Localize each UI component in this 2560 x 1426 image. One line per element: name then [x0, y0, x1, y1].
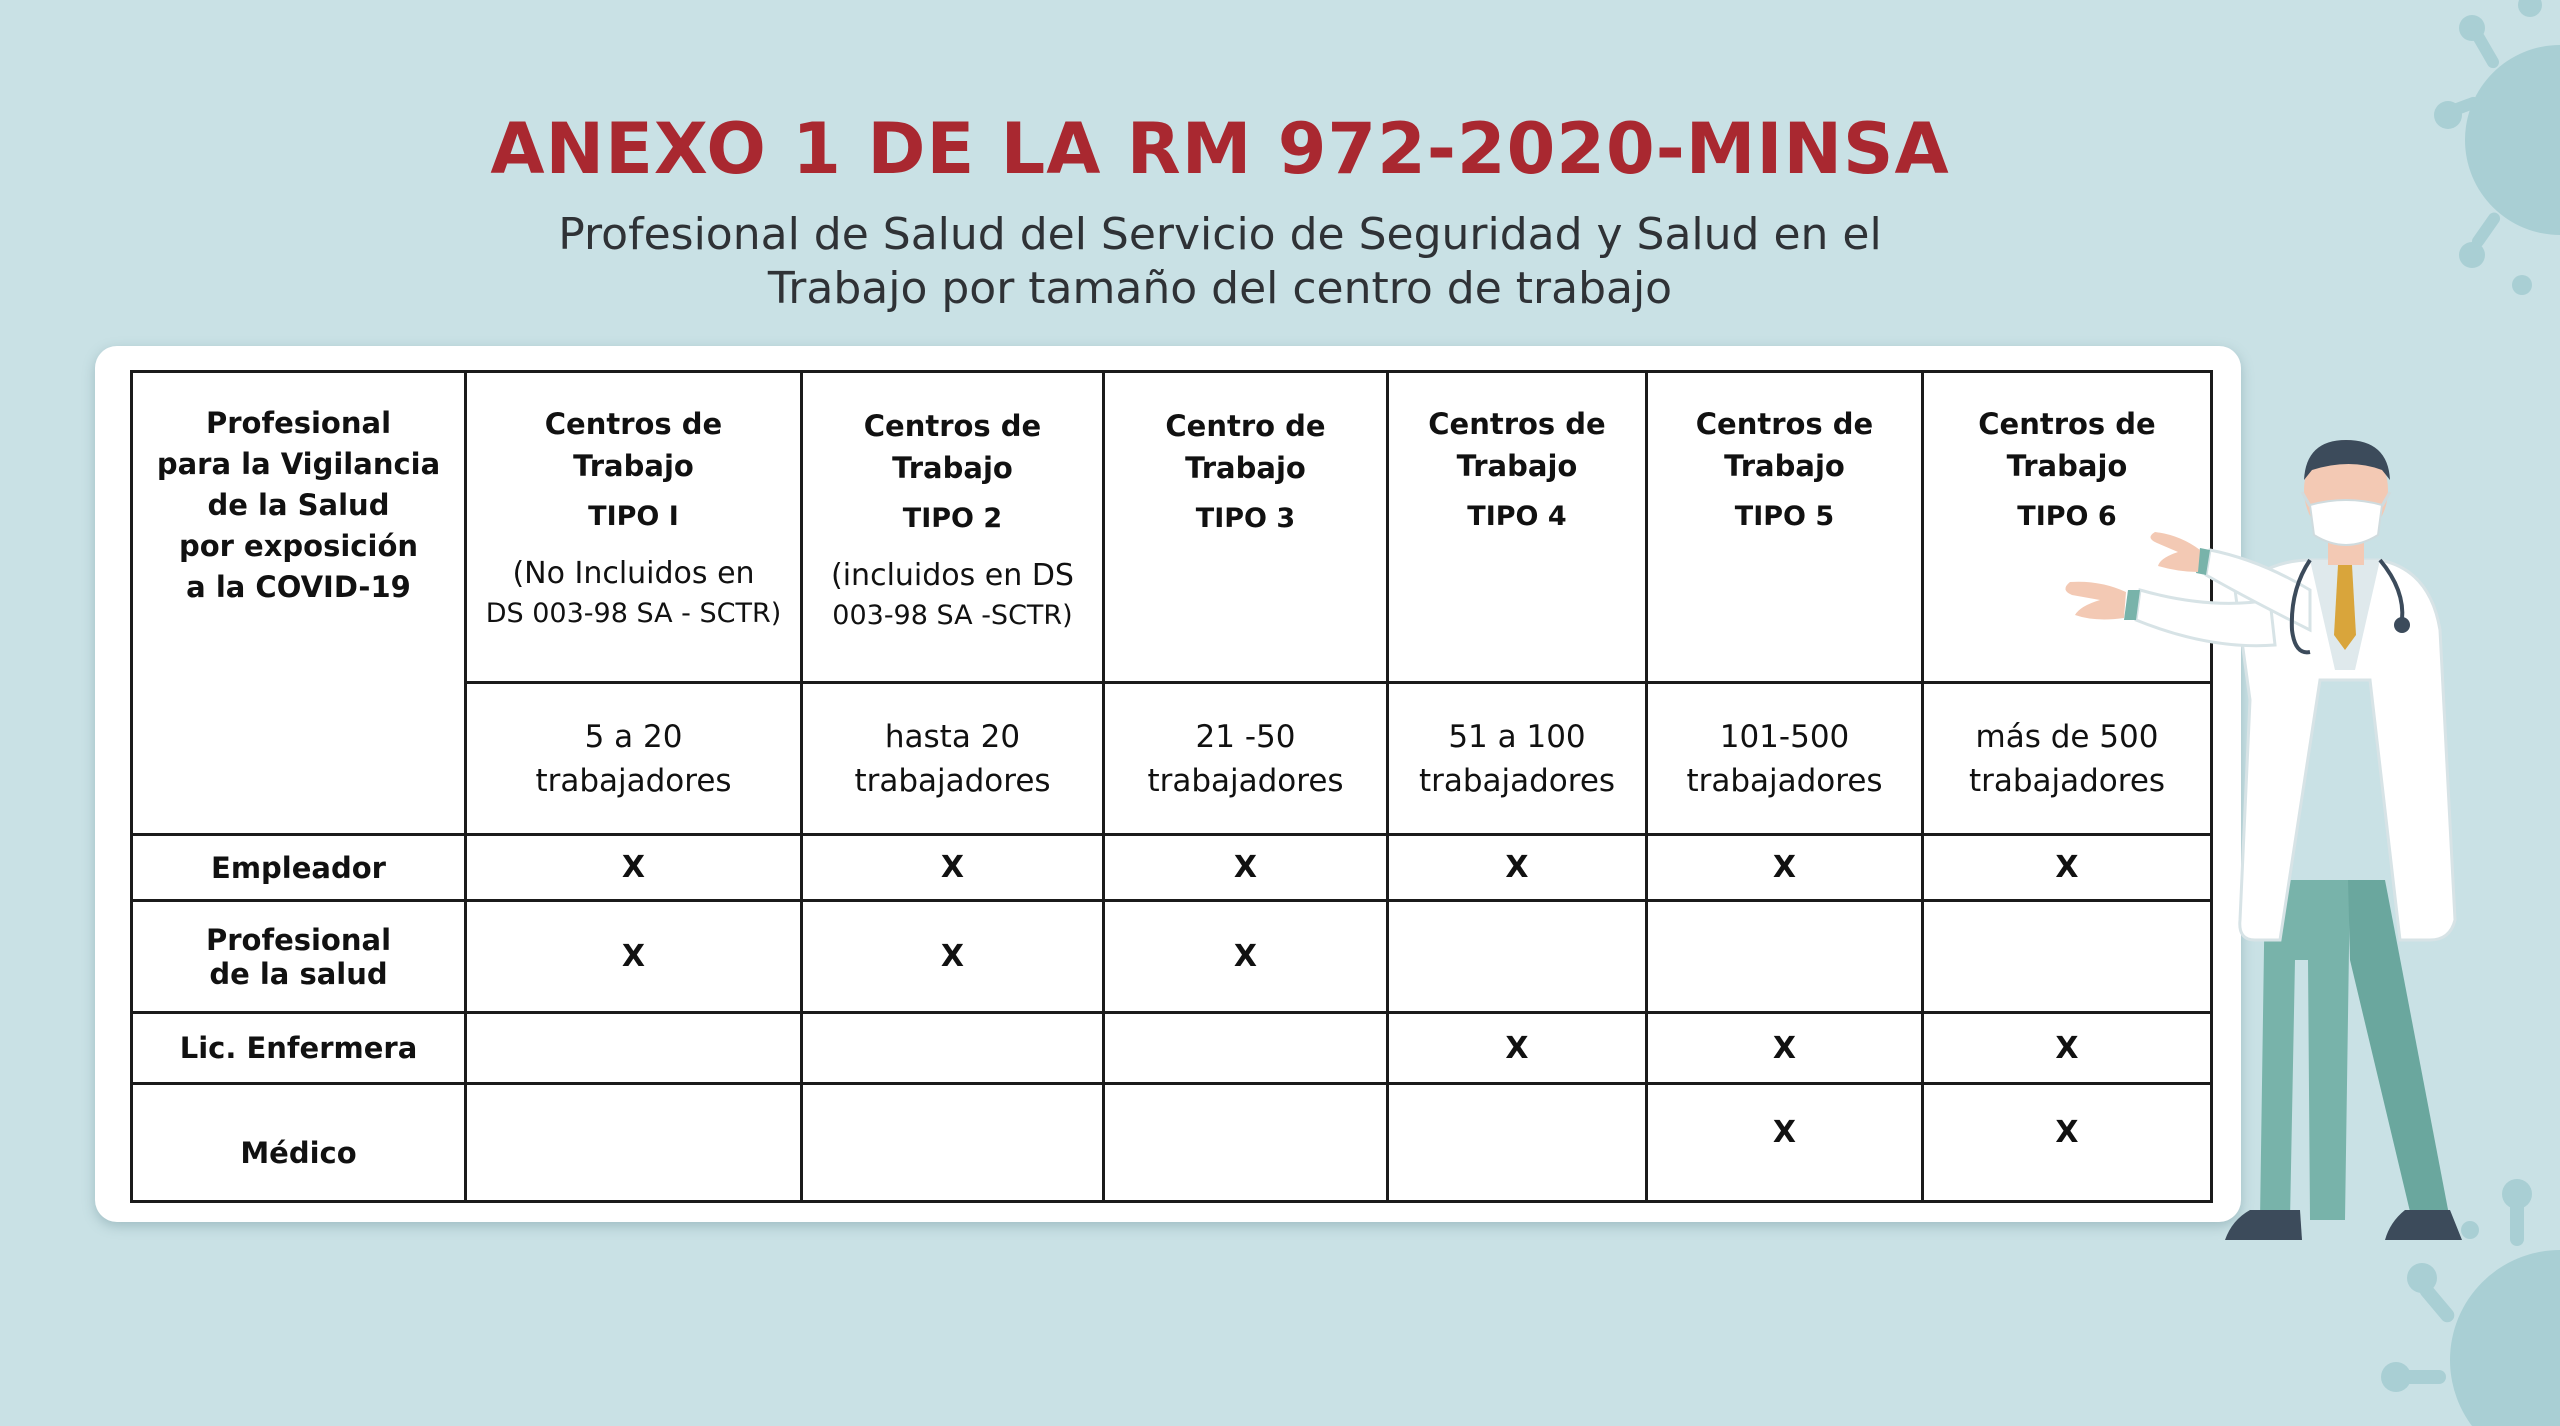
workers-line: trabajadores: [1968, 762, 2166, 799]
column-title: Trabajo: [1724, 449, 1845, 483]
row-label: [132, 1013, 466, 1084]
table-row-lic-enfermera: [132, 1013, 2212, 1084]
note-line: (No Incluidos en: [512, 556, 755, 591]
mark-cell: [1104, 1013, 1388, 1084]
column-note: [473, 554, 794, 634]
mark-cell: X: [1647, 1084, 1923, 1202]
mark-cell: [1647, 901, 1923, 1013]
mark-cell: X: [466, 901, 802, 1013]
mark-cell: X: [802, 901, 1104, 1013]
column-title: Centros de: [1695, 407, 1874, 441]
mark-cell: X: [1104, 901, 1388, 1013]
column-tipo: TIPO 2: [902, 503, 1003, 534]
workers-cell-tipo-4: [1388, 683, 1647, 835]
mark-cell: X: [1923, 835, 2212, 901]
mark-cell: [1388, 1084, 1647, 1202]
workers-line: trabajadores: [1686, 762, 1883, 799]
column-title: Centros de: [1428, 407, 1606, 441]
column-note: [809, 556, 1096, 636]
row-label-line: Lic. Enfermera: [179, 1031, 418, 1065]
column-title: Trabajo: [1456, 449, 1578, 483]
column-title: Centro de: [1165, 409, 1326, 443]
workers-line: trabajadores: [1147, 762, 1344, 799]
workers-cell-tipo-1: [466, 683, 802, 835]
column-tipo: TIPO 6: [2017, 501, 2117, 532]
mark-cell: [802, 1084, 1104, 1202]
note-line: DS 003-98 SA - SCTR): [485, 598, 782, 629]
mark-cell: [466, 1013, 802, 1084]
mark-cell: X: [1388, 835, 1647, 901]
column-title: Trabajo: [892, 451, 1013, 485]
column-tipo: TIPO I: [588, 501, 679, 532]
workers-line: más de 500: [1975, 718, 2159, 755]
column-header-tipo-3: [1104, 372, 1388, 683]
mark-cell: X: [1923, 1084, 2212, 1202]
column-tipo: TIPO 3: [1195, 503, 1296, 534]
doctor-illustration: [2010, 440, 2480, 1260]
table-row-medico: [132, 1084, 2212, 1202]
corner-line: para la Vigilancia: [156, 447, 441, 481]
note-line: 003-98 SA -SCTR): [832, 600, 1073, 631]
page-title: ANEXO 1 DE LA RM 972-2020-MINSA: [490, 108, 1950, 190]
column-header-tipo-5: [1647, 372, 1923, 683]
row-label-line: de la salud: [209, 956, 388, 991]
row-label: [132, 835, 466, 901]
corner-line: por exposición: [178, 529, 419, 563]
column-title: Centros de: [1978, 407, 2156, 441]
column-header-tipo-1: [466, 372, 802, 683]
row-label-line: Empleador: [211, 850, 386, 885]
mark-cell: X: [466, 835, 802, 901]
corner-header: [132, 372, 466, 835]
column-header-tipo-2: [802, 372, 1104, 683]
mark-cell: [1104, 1084, 1388, 1202]
mark-cell: X: [802, 835, 1104, 901]
workers-line: 5 a 20: [584, 718, 683, 755]
workers-line: trabajadores: [854, 762, 1051, 799]
row-label: [132, 901, 466, 1013]
mark-cell: X: [1923, 1013, 2212, 1084]
column-title: Trabajo: [2006, 449, 2128, 483]
professional-table: [130, 370, 2213, 1203]
row-label-line: Profesional: [205, 922, 392, 957]
workers-line: trabajadores: [1418, 762, 1616, 799]
note-line: (incluidos en DS: [831, 558, 1074, 593]
column-tipo: TIPO 5: [1734, 501, 1835, 532]
page-subtitle: [500, 208, 1940, 316]
mark-cell: [802, 1013, 1104, 1084]
corner-line: Profesional: [205, 406, 392, 440]
column-header-tipo-4: [1388, 372, 1647, 683]
mark-cell: [466, 1084, 802, 1202]
table-row-profesional-salud: [132, 901, 2212, 1013]
mark-cell: X: [1388, 1013, 1647, 1084]
mark-cell: X: [1647, 1013, 1923, 1084]
header-row: [132, 372, 2212, 683]
column-title: Trabajo: [1185, 451, 1306, 485]
workers-cell-tipo-5: [1647, 683, 1923, 835]
mark-cell: X: [1104, 835, 1388, 901]
column-tipo: TIPO 4: [1467, 501, 1567, 532]
column-title: Trabajo: [573, 449, 694, 483]
workers-line: 51 a 100: [1448, 718, 1586, 755]
workers-cell-tipo-3: [1104, 683, 1388, 835]
workers-cell-tipo-2: [802, 683, 1104, 835]
workers-line: 101-500: [1719, 718, 1850, 755]
subtitle-line-1: Profesional de Salud del Servicio de Seguridad y Salud en el: [558, 209, 1882, 260]
mark-cell: [1388, 901, 1647, 1013]
column-title: Centros de: [863, 409, 1042, 443]
workers-line: hasta 20: [884, 718, 1021, 755]
corner-line: a la COVID-19: [186, 570, 411, 604]
row-label: [132, 1084, 466, 1202]
workers-line: trabajadores: [535, 762, 732, 799]
column-title: Centros de: [544, 407, 723, 441]
table-row-empleador: [132, 835, 2212, 901]
subtitle-line-2: Trabajo por tamaño del centro de trabajo: [767, 263, 1673, 314]
row-label-line: Médico: [240, 1136, 357, 1170]
mark-cell: X: [1647, 835, 1923, 901]
corner-line: de la Salud: [207, 488, 390, 522]
workers-line: 21 -50: [1195, 718, 1296, 755]
